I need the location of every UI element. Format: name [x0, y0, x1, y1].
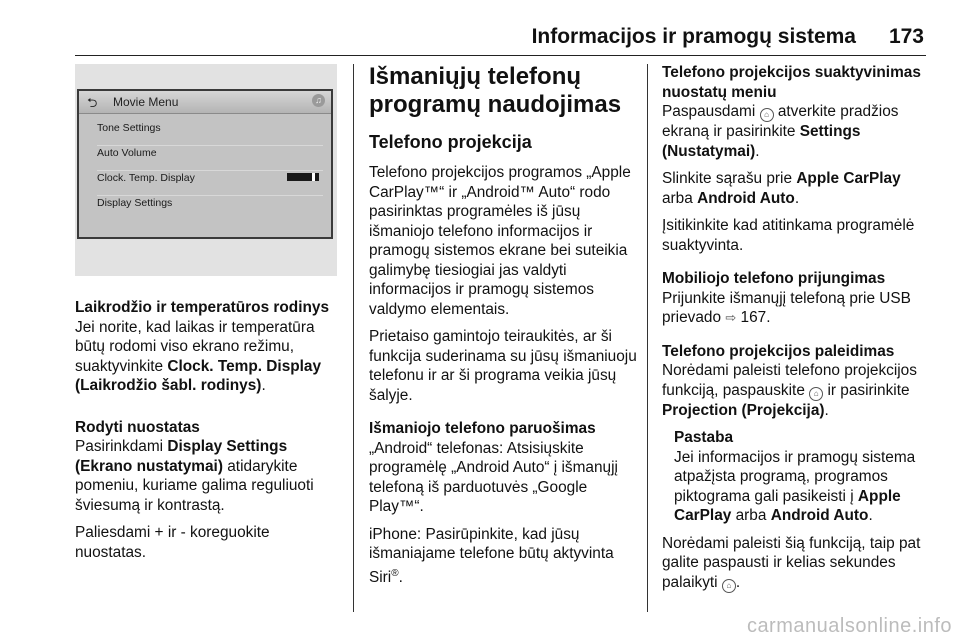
menu-item-label: Tone Settings: [97, 122, 161, 134]
display-screen: [77, 89, 333, 239]
menu-list: [97, 121, 323, 221]
activate-heading: Telefono projekcijos suaktyvinimas nuostatų meniu: [662, 64, 921, 101]
page-reference: 167.: [740, 309, 771, 326]
adjust-paragraph: Paliesdami + ir - koreguokite nuostatas.: [75, 524, 270, 561]
connect-paragraph: [662, 289, 930, 328]
menu-item-auto-volume: [97, 146, 323, 171]
menu-item-tone-settings: [97, 121, 323, 146]
text: .: [398, 568, 403, 586]
menu-item-label: Clock. Temp. Display: [97, 172, 195, 184]
back-arrow-icon: ⮌: [87, 95, 98, 110]
page-number: 173: [888, 25, 924, 48]
text: Prijunkite išmanųjį telefoną prie USB prievado: [662, 289, 911, 326]
text: .: [735, 573, 741, 591]
reference-arrow-icon: ⇨: [725, 310, 737, 325]
text: ir pasirinkite: [827, 381, 910, 399]
registered-mark: ®: [391, 567, 399, 579]
text: Pasirinkdami: [75, 438, 164, 455]
settings-name: Settings (Nustatymai): [662, 123, 861, 160]
clock-paragraph: [75, 318, 337, 396]
clock-heading: Laikrodžio ir temperatūros rodinys: [75, 299, 329, 316]
text: iPhone: Pasirūpinkite, kad jūsų išmaniajame telefone būtų aktyvinta Siri: [369, 525, 614, 586]
text: Jei norite, kad laikas ir temperatūra būtų rodomi viso ekrano režimu, suaktyvinkite: [75, 318, 315, 375]
clock-setting-name: Clock. Temp. Display (Laikrodžio šabl. rodinys): [75, 357, 322, 394]
note-heading: Pastaba: [674, 429, 734, 446]
header-rule: [75, 55, 926, 56]
column-1: [75, 298, 337, 570]
carplay-name: Apple CarPlay: [674, 487, 901, 524]
projection-paragraph: Telefono projekcijos programos „Apple CarPlay™“ ir „Android™ Auto“ rodo pasirinktas programėles iš jūsų išmaniojo telefono informacijos ir pramogų sistemos ekrane bei suteikia galimybę tiesiogiai jas valdyti informacijos ir pramogų sistemos valdymo elementais.: [369, 164, 631, 318]
note-paragraph: [674, 448, 930, 526]
column-divider: [647, 64, 648, 612]
home-icon: ⌂: [760, 108, 774, 122]
hold-paragraph: [662, 534, 930, 593]
connect-heading: Mobiliojo telefono prijungimas: [662, 270, 886, 287]
note-block: [662, 428, 930, 526]
toggle-slider: [287, 173, 319, 181]
section-title: Informacijos ir pramogų sistema: [531, 25, 856, 48]
start-paragraph: [662, 361, 930, 420]
text: Slinkite sąrašu prie: [662, 170, 793, 187]
toggle-knob: [312, 173, 315, 181]
menu-item-label: Display Settings: [97, 197, 173, 209]
text: atidarykite pomeniu, kuriame galima reguliuoti šviesumą ir kontrastą.: [75, 457, 314, 514]
display-paragraph: [75, 437, 337, 515]
text: .: [824, 401, 829, 419]
text: .: [755, 142, 760, 160]
start-heading: Telefono projekcijos paleidimas: [662, 342, 895, 360]
scroll-paragraph: [662, 169, 930, 208]
menu-item-clock-temp-display: [97, 171, 323, 196]
text: Jei informacijos ir pramogų sistema atpažįsta programą, programos piktograma gali pasikeisti į: [674, 448, 916, 505]
text: Norėdami paleisti šią funkciją, taip pat galite paspausti ir kelias sekundes palaikyti: [662, 534, 921, 591]
column-divider: [353, 64, 354, 612]
prep-heading: Išmaniojo telefono paruošimas: [369, 420, 596, 437]
compatibility-paragraph: Prietaiso gamintojo teiraukitės, ar ši funkcija suderinama su jūsų išmaniuoju telefonu ir ar ši programa veikia jūsų šalyje.: [369, 328, 637, 404]
text: .: [868, 507, 873, 524]
android-auto-name: Android Auto: [770, 507, 869, 524]
iphone-paragraph: [369, 525, 639, 588]
activate-paragraph: [662, 102, 930, 161]
text: arba: [735, 507, 767, 524]
display-heading: Rodyti nuostatas: [75, 418, 200, 436]
menu-title: Movie Menu: [113, 95, 179, 109]
watermark: carmanualsonline.info: [746, 615, 952, 637]
ensure-paragraph: Įsitikinkite kad atitinkama programėlė suaktyvinta.: [662, 217, 915, 254]
menu-item-label: Auto Volume: [97, 147, 157, 159]
sub-heading: Telefono projekcija: [369, 132, 532, 152]
text: Paspausdami: [662, 103, 756, 120]
projection-name: Projection (Projekcija): [662, 401, 825, 419]
display-setting-name: Display Settings (Ekrano nustatymai): [75, 438, 288, 475]
main-heading: Išmaniųjų telefonų programų naudojimas: [369, 63, 622, 118]
menu-item-display-settings: [97, 196, 323, 221]
text: Norėdami paleisti telefono projekcijos funkciją, paspauskite: [662, 362, 917, 399]
android-paragraph: „Android“ telefonas: Atsisiųskite programėlę „Android Auto“ į išmanųjį telefoną iš parduotuvės „Google Play™“.: [369, 439, 618, 515]
text: arba: [662, 189, 693, 207]
column-2: [369, 63, 639, 595]
page-header: [0, 0, 960, 60]
screen-title-bar: [79, 91, 331, 114]
android-auto-name: Android Auto: [697, 189, 795, 207]
text: .: [261, 377, 266, 394]
music-note-icon: ♫: [312, 94, 325, 107]
text: .: [794, 189, 800, 207]
home-icon: ⌂: [722, 579, 736, 593]
home-icon: ⌂: [809, 387, 823, 401]
text: atverkite pradžios ekraną ir pasirinkite: [662, 103, 899, 140]
carplay-name: Apple CarPlay: [796, 170, 901, 187]
column-3: [662, 63, 930, 601]
menu-screenshot-figure: [75, 64, 337, 276]
